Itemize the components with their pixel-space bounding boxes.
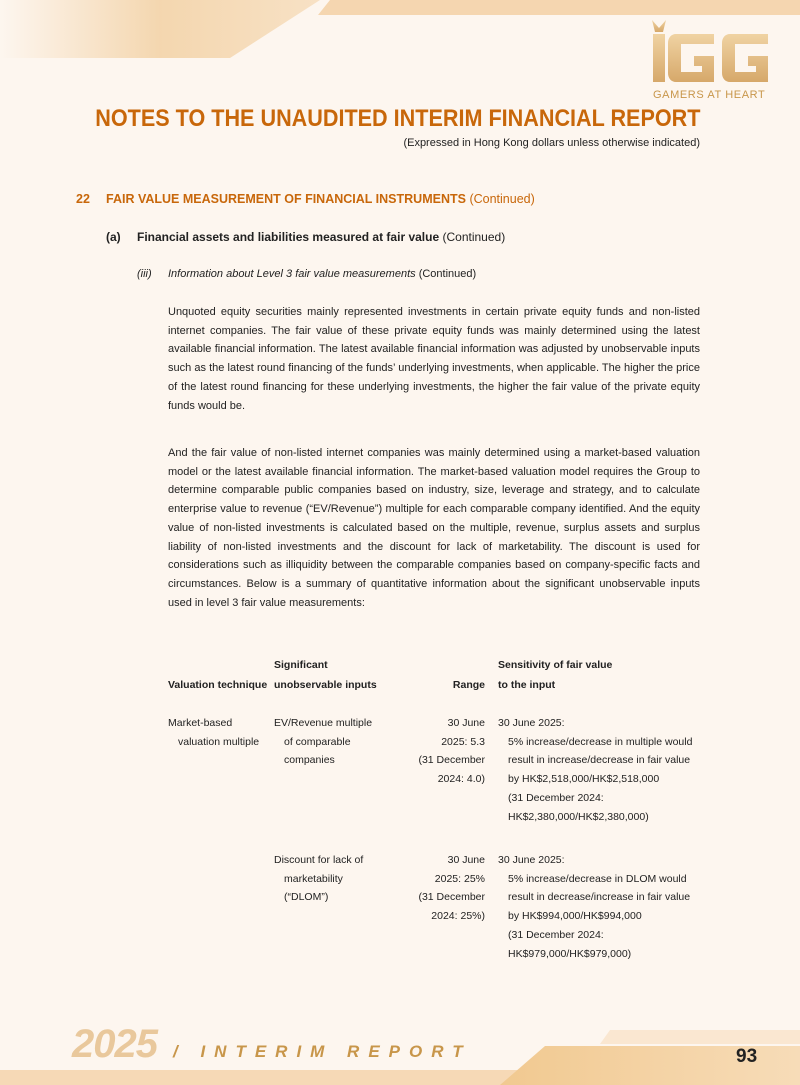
- subsubsection-title-text: Information about Level 3 fair value measurements: [168, 268, 416, 280]
- section-number: 22: [76, 192, 90, 206]
- section-continued: (Continued): [469, 192, 535, 206]
- inputs-line: companies: [284, 754, 335, 767]
- igg-logo: [648, 18, 774, 88]
- subsection-title: [137, 230, 505, 244]
- sensitivity-cell: [498, 714, 708, 826]
- paragraph: Unquoted equity securities mainly represented investments in certain private equity funds and non-listed internet companies. The fair value of these private equity funds was mainly determined using the latest available financial information. The latest available financial information was adjusted by unobservable inputs such as the latest round financing of the funds’ underlying investments, when applicable. The higher the price of the latest round financing for these underlying investments, the higher the fair value of the private equity funds would be.: [168, 306, 700, 412]
- table-row: [168, 714, 268, 751]
- subsection-title-text: Financial assets and liabilities measured at fair value: [137, 230, 440, 244]
- report-year: 2025: [72, 1022, 157, 1066]
- sensitivity-line: HK$979,000/HK$979,000): [508, 947, 632, 960]
- range-line: 30 June: [447, 854, 485, 866]
- header-inputs-line2: unobservable inputs: [274, 679, 377, 691]
- inputs-line: Discount for lack of: [274, 854, 364, 866]
- sensitivity-line: 30 June 2025:: [498, 854, 565, 866]
- inputs-line: EV/Revenue multiple: [274, 717, 373, 729]
- sensitivity-line: by HK$2,518,000/HK$2,518,000: [508, 773, 660, 786]
- range-cell: [400, 851, 485, 926]
- sensitivity-line: by HK$994,000/HK$994,000: [508, 910, 642, 923]
- inputs-line: of comparable: [284, 735, 351, 748]
- inputs-line: marketability: [284, 872, 343, 885]
- logo-tagline: GAMERS AT HEART: [653, 89, 766, 101]
- report-label: / INTERIM REPORT: [173, 1042, 472, 1061]
- inputs-line: (“DLOM”): [284, 891, 329, 904]
- range-line: 30 June: [447, 717, 485, 729]
- subsubsection-number: (iii): [137, 268, 152, 280]
- sensitivity-line: (31 December 2024:: [508, 791, 604, 804]
- technique-line: Market-based: [168, 717, 233, 729]
- section-title: [106, 192, 535, 206]
- sensitivity-line: HK$2,380,000/HK$2,380,000): [508, 810, 649, 823]
- subsubsection-title: [168, 268, 476, 280]
- header-technique: Valuation technique: [168, 679, 268, 691]
- sensitivity-line: result in decrease/increase in fair value: [508, 891, 691, 904]
- range-line: (31 December: [418, 754, 485, 767]
- range-line: 2024: 4.0): [437, 773, 485, 786]
- range-line: 2025: 5.3: [441, 735, 485, 748]
- technique-line: valuation multiple: [178, 735, 260, 748]
- header-sensitivity-line1: Sensitivity of fair value: [498, 659, 613, 671]
- range-cell: [400, 714, 485, 789]
- range-line: (31 December: [418, 891, 485, 904]
- page-subtitle: (Expressed in Hong Kong dollars unless otherwise indicated): [403, 137, 700, 149]
- section-title-text: FAIR VALUE MEASUREMENT OF FINANCIAL INSTRUMENTS: [106, 192, 466, 206]
- sensitivity-line: 5% increase/decrease in multiple would: [508, 735, 693, 748]
- header-range: Range: [452, 679, 485, 691]
- inputs-cell: [274, 851, 394, 907]
- sensitivity-cell: [498, 851, 708, 963]
- subsubsection-continued: (Continued): [418, 268, 477, 280]
- range-line: 2024: 25%): [431, 910, 485, 923]
- sensitivity-line: 30 June 2025:: [498, 717, 565, 729]
- header-inputs-line1: Significant: [274, 659, 328, 671]
- paragraph: And the fair value of non-listed internet companies was mainly determined using a market-based valuation model or the latest available financial information. The market-based valuation model requires the Group to determine comparable public companies based on industry, size, leverage and strategy, and to calculate enterprise value to revenue (“EV/Revenue”) multiple for each comparable company identified. And the equity value of non-listed investments is calculated based on the multiple, revenue, surplus assets and surplus liability of non-listed investments and the discount for lack of marketability. The discount is used for considerations such as illiquidity between the comparable companies based on company-specific facts and circumstances. Below is a summary of quantitative information about the significant unobservable inputs used in level 3 fair value measurements:: [168, 447, 700, 609]
- subsection-number: (a): [106, 230, 121, 244]
- inputs-cell: [274, 714, 394, 770]
- sensitivity-line: result in increase/decrease in fair value: [508, 754, 691, 767]
- range-line: 2025: 25%: [434, 872, 485, 885]
- sensitivity-line: (31 December 2024:: [508, 928, 604, 941]
- page-number: 93: [736, 1046, 758, 1067]
- page-title: NOTES TO THE UNAUDITED INTERIM FINANCIAL REPORT: [94, 105, 700, 132]
- sensitivity-line: 5% increase/decrease in DLOM would: [508, 872, 687, 885]
- subsection-continued: (Continued): [442, 230, 506, 244]
- header-sensitivity-line2: to the input: [498, 679, 556, 691]
